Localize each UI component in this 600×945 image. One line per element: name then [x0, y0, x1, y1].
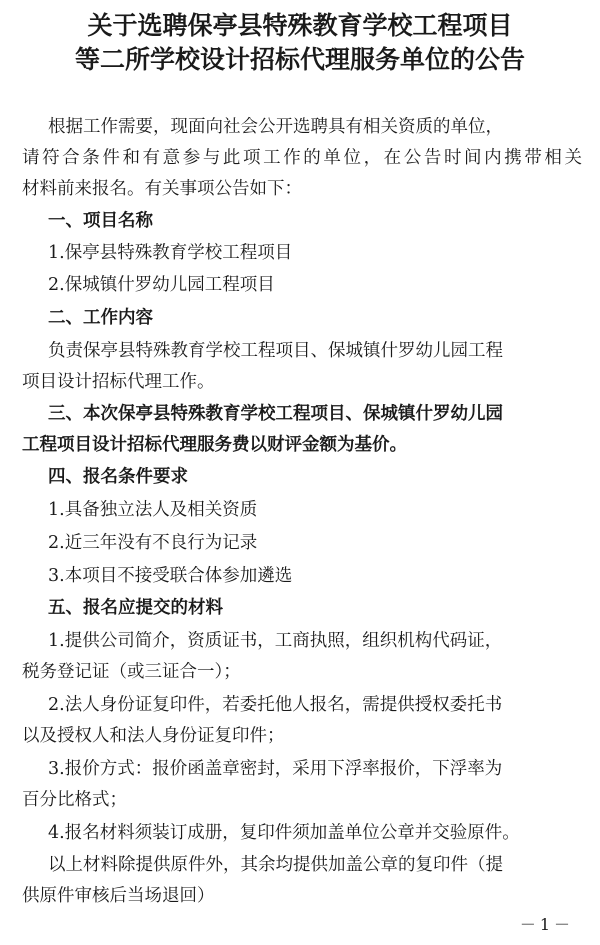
section-2-line-2: 项目设计招标代理工作。	[22, 372, 215, 392]
section-4-heading: 四、报名条件要求	[48, 467, 188, 487]
section-1-item-1: 1.保亭县特殊教育学校工程项目	[48, 243, 293, 263]
section-1-item-2: 2.保城镇什罗幼儿园工程项目	[48, 275, 275, 295]
intro-line-3: 材料前来报名。有关事项公告如下：	[22, 179, 302, 199]
section-5-item-2b: 以及授权人和法人身份证复印件；	[22, 726, 285, 746]
section-3-line-2: 工程项目设计招标代理服务费以财评金额为基价。	[22, 435, 407, 455]
title-line-2: 等二所学校设计招标代理服务单位的公告	[74, 45, 525, 74]
section-5-heading: 五、报名应提交的材料	[48, 598, 223, 618]
section-5-item-3b: 百分比格式；	[22, 790, 127, 810]
intro-line-1: 根据工作需要，现面向社会公开选聘具有相关资质的单位，	[48, 117, 503, 137]
section-4-item-2: 2.近三年没有不良行为记录	[48, 533, 258, 553]
section-5-item-3a: 3.报价方式：报价函盖章密封，采用下浮率报价，下浮率为	[48, 759, 503, 779]
section-1-heading: 一、项目名称	[48, 211, 153, 231]
title-line-1: 关于选聘保亭县特殊教育学校工程项目	[87, 11, 513, 40]
section-4-item-1: 1.具备独立法人及相关资质	[48, 500, 258, 520]
section-2-heading: 二、工作内容	[48, 308, 153, 328]
intro-line-2: 请符合条件和有意参与此项工作的单位，在公告时间内携带相关	[22, 148, 582, 168]
section-4-item-3: 3.本项目不接受联合体参加遴选	[48, 566, 293, 586]
section-3-line-1: 三、本次保亭县特殊教育学校工程项目、保城镇什罗幼儿园	[48, 404, 503, 424]
page-number: －1－	[519, 915, 574, 934]
section-5-item-1b: 税务登记证（或三证合一）；	[22, 662, 241, 682]
section-2-line-1: 负责保亭县特殊教育学校工程项目、保城镇什罗幼儿园工程	[48, 341, 503, 361]
section-5-item-1a: 1.提供公司简介，资质证书，工商执照，组织机构代码证，	[48, 631, 503, 651]
section-5-note-1: 以上材料除提供原件外，其余均提供加盖公章的复印件（提	[48, 855, 503, 875]
section-5-item-2a: 2.法人身份证复印件，若委托他人报名，需提供授权委托书	[48, 695, 503, 715]
section-5-note-2: 供原件审核后当场退回）	[22, 886, 215, 906]
section-5-item-4: 4.报名材料须装订成册，复印件须加盖单位公章并交验原件。	[48, 823, 520, 843]
